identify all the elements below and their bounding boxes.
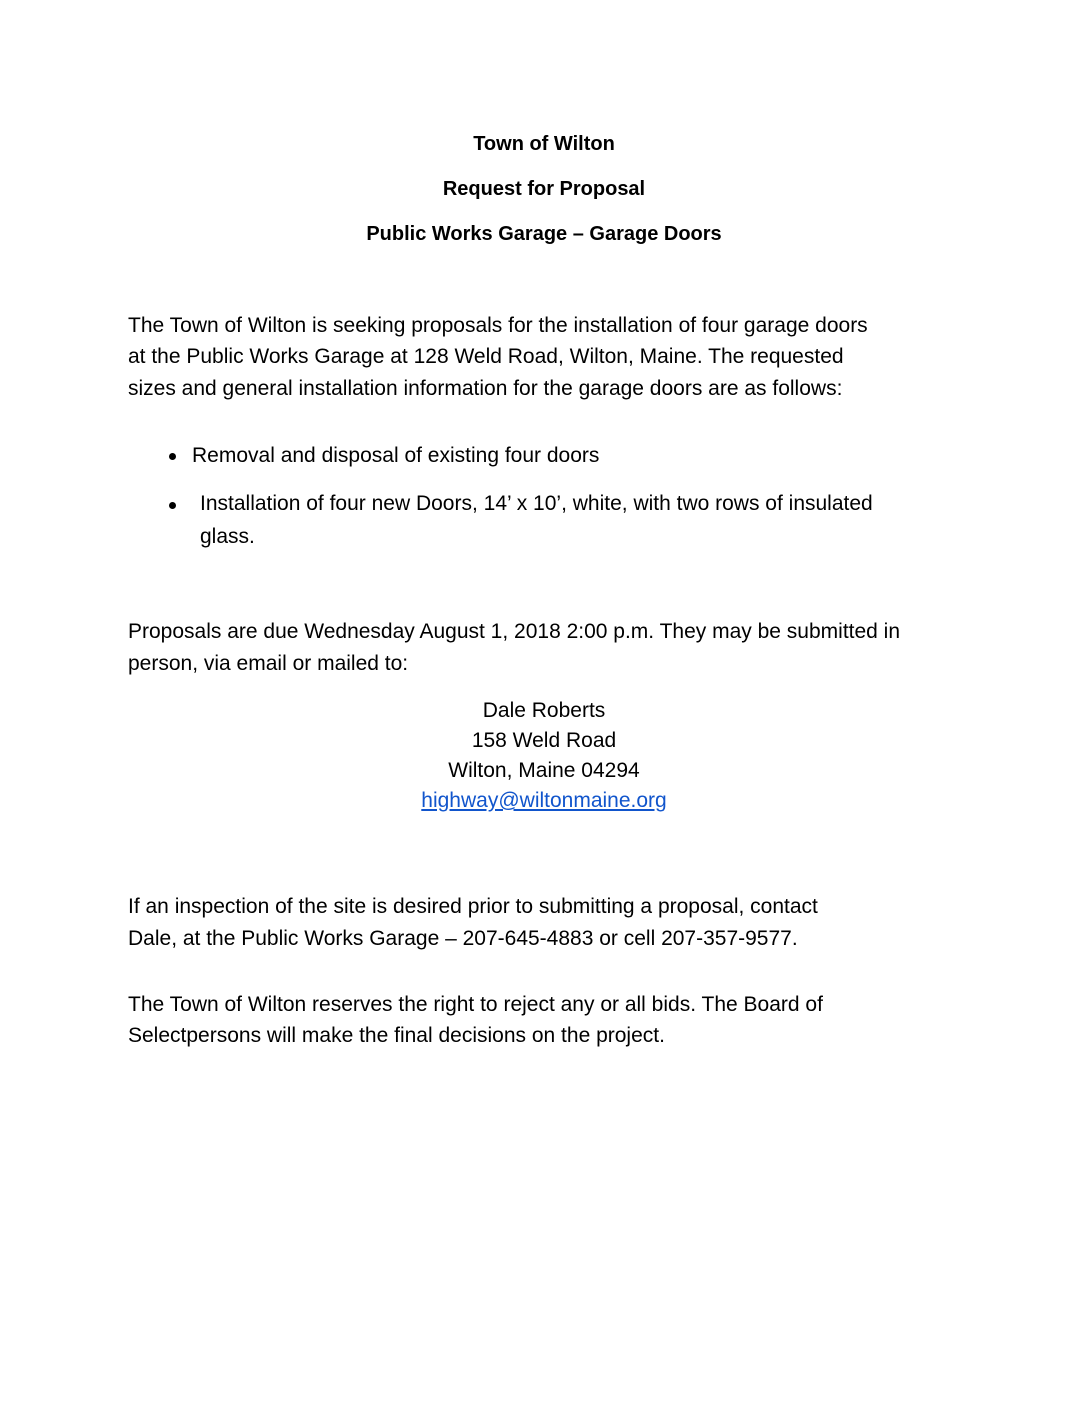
bullet-icon (169, 453, 176, 460)
intro-line: sizes and general installation information for the garage doors are as follows: (128, 377, 843, 400)
closing-line: The Town of Wilton reserves the right to reject any or all bids. The Board of (128, 993, 823, 1016)
intro-line: at the Public Works Garage at 128 Weld Road, Wilton, Maine. The requested (128, 345, 844, 368)
contact-street: 158 Weld Road (471, 729, 617, 752)
heading-doc-type: Request for Proposal (442, 178, 646, 200)
due-line: Proposals are due Wednesday August 1, 2018 2:00 p.m. They may be submitted in (128, 620, 901, 643)
contact-email-link[interactable]: highway@wiltonmaine.org (421, 789, 667, 812)
list-item-text: Installation of four new Doors, 14’ x 10’, white, with two rows of insulated (200, 492, 873, 515)
due-line: person, via email or mailed to: (128, 652, 409, 675)
heading-org: Town of Wilton (473, 133, 615, 155)
closing-line: Selectpersons will make the final decisions on the project. (128, 1024, 665, 1047)
contact-city: Wilton, Maine 04294 (448, 759, 640, 782)
list-item-text: glass. (200, 525, 255, 548)
contact-name: Dale Roberts (482, 699, 606, 722)
bullet-icon (169, 502, 176, 509)
list-item-text: Removal and disposal of existing four doors (192, 444, 600, 467)
contact-email-row (0, 789, 1088, 813)
intro-line: The Town of Wilton is seeking proposals for the installation of four garage doors (128, 314, 868, 337)
heading-subject: Public Works Garage – Garage Doors (366, 223, 722, 245)
inspection-line: If an inspection of the site is desired prior to submitting a proposal, contact (128, 895, 818, 918)
inspection-line: Dale, at the Public Works Garage – 207-645-4883 or cell 207-357-9577. (128, 927, 798, 950)
